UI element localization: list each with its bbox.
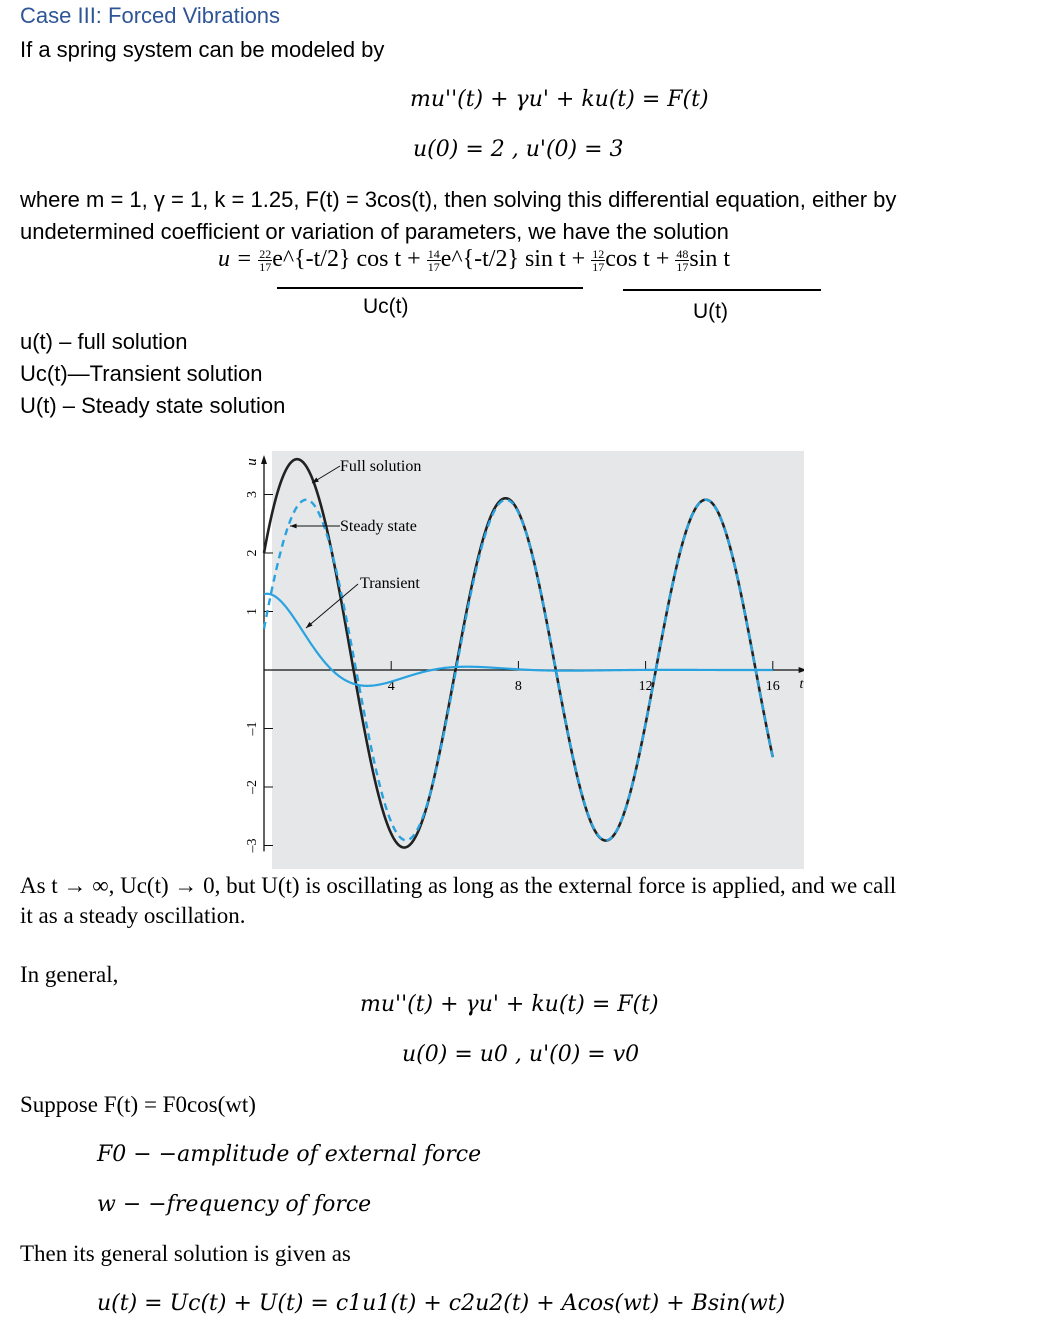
general-ode: mu''(t) + γu' + ku(t) = F(t): [360, 992, 659, 1017]
fraction-1: $\frac{22}{17}$: [259, 246, 272, 274]
term-1: e^{-t/2} cos t +: [272, 246, 421, 272]
suppose-line: Suppose F(t) = F0cos(wt): [20, 1092, 256, 1117]
fraction-2: $\frac{14}{17}$: [427, 246, 440, 274]
limit-line-2: it as a steady oscillation.: [20, 903, 246, 928]
ode-equation: mu''(t) + γu' + ku(t) = F(t): [410, 87, 709, 112]
forced-vibration-chart: [232, 444, 804, 869]
y-tick-label: –2: [245, 780, 260, 794]
w-definition: w − −frequency of force: [97, 1192, 372, 1217]
u-label: U(t): [693, 300, 728, 323]
fraction-3: $\frac{12}{17}$: [592, 246, 605, 274]
transient-underline: [277, 287, 583, 289]
y-tick-label: –1: [245, 721, 260, 736]
general-initial-conditions: u(0) = u0 , u'(0) = v0: [402, 1042, 640, 1067]
params-line-2: undetermined coefficient or variation of parameters, we have the solution: [20, 219, 729, 244]
definition-transient: Uc(t)—Transient solution: [20, 361, 263, 386]
x-tick-label: 4: [387, 679, 395, 694]
chart-svg: [232, 444, 804, 869]
x-tick-label: 12: [638, 679, 653, 694]
initial-conditions: u(0) = 2 , u'(0) = 3: [413, 137, 624, 162]
y-tick-label: 1: [245, 608, 260, 615]
params-line-1: where m = 1, γ = 1, k = 1.25, F(t) = 3cos(t), then solving this differential equation, either by: [20, 187, 897, 212]
y-tick-label: 2: [245, 549, 260, 557]
general-label: In general,: [20, 962, 119, 987]
y-tick-label: –3: [245, 838, 260, 853]
term-4: sin t: [689, 246, 731, 272]
definition-steady: U(t) – Steady state solution: [20, 393, 286, 418]
final-equation: u(t) = Uc(t) + U(t) = c1u1(t) + c2u2(t) + Acos(wt) + Bsin(wt): [97, 1291, 786, 1316]
solution-formula: [218, 246, 730, 273]
annotation-full-label: Full solution: [340, 458, 422, 475]
annotation-steady-label: Steady state: [340, 518, 417, 535]
term-3: cos t +: [605, 246, 670, 272]
x-axis-label: t: [799, 677, 804, 692]
x-tick-label: 8: [514, 679, 522, 694]
x-tick-label: 16: [765, 679, 780, 694]
annotation-transient-label: Transient: [360, 575, 420, 592]
y-axis-label: u: [244, 458, 260, 466]
solution-lhs: u =: [218, 246, 253, 272]
fraction-4: $\frac{48}{17}$: [676, 246, 689, 274]
definition-full: u(t) – full solution: [20, 329, 188, 354]
term-2: e^{-t/2} sin t +: [440, 246, 586, 272]
uc-label: Uc(t): [363, 295, 409, 318]
section-heading: Case III: Forced Vibrations: [20, 3, 281, 28]
steady-underline: [623, 289, 821, 291]
y-tick-label: 3: [245, 491, 260, 498]
then-line: Then its general solution is given as: [20, 1241, 351, 1266]
intro-text: If a spring system can be modeled by: [20, 37, 385, 62]
y-axis-arrow: [261, 455, 267, 464]
f0-definition: F0 − −amplitude of external force: [97, 1142, 482, 1167]
limit-line-1: As t → ∞, Uc(t) → 0, but U(t) is oscillating as long as the external force is applied, and we call: [20, 873, 897, 898]
